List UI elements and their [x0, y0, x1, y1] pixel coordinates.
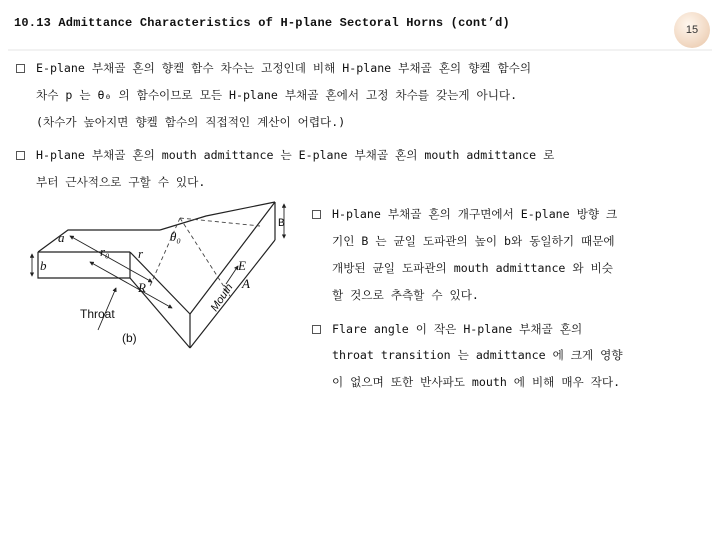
- paragraph-1-line-2: 차수 p 는 θ₀ 의 함수이므로 모든 H-plane 부채골 혼에서 고정 차수를 갖는게 아니다.: [36, 88, 518, 102]
- bullet-icon: [312, 210, 321, 219]
- slide-title: 10.13 Admittance Characteristics of H-plane Sectoral Horns (cont’d): [14, 16, 510, 30]
- bullet-icon: [16, 64, 25, 73]
- label-r: r: [138, 246, 144, 261]
- paragraph-4-line-2: throat transition 는 admittance 에 크게 영향: [332, 348, 623, 362]
- label-E: E: [238, 258, 246, 273]
- paragraph-2-line-1: H-plane 부채골 혼의 mouth admittance 는 E-plane 부채골 혼의 mouth admittance 로: [36, 148, 555, 162]
- label-throat: Throat: [80, 307, 115, 321]
- label-A: A: [242, 276, 250, 291]
- paragraph-1-line-3: (차수가 높아지면 향켈 함수의 직접적인 계산이 어렵다.): [36, 115, 346, 129]
- title-divider: [8, 49, 712, 51]
- page-number: 15: [685, 24, 699, 36]
- slant-line: [180, 218, 230, 296]
- paragraph-3-line-1: H-plane 부채골 혼의 개구면에서 E-plane 방향 크: [332, 207, 618, 221]
- label-b: b: [40, 258, 47, 273]
- mouth-top-edge: [190, 202, 275, 314]
- paragraph-3-line-3: 개방된 균일 도파관의 mouth admittance 와 비슷: [332, 261, 613, 275]
- paragraph-4-line-3: 이 없으며 또한 반사파도 mouth 에 비해 매우 작다.: [332, 375, 621, 389]
- E-field-arrow: [226, 266, 238, 284]
- label-theta: θ₀: [170, 229, 181, 244]
- paragraph-1-line-1: E-plane 부채골 혼의 향켈 함수 차수는 고정인데 비해 H-plane 부채골 혼의 향켈 함수의: [36, 61, 532, 75]
- paragraph-4-line-1: Flare angle 이 작은 H-plane 부채골 혼의: [332, 322, 583, 336]
- waveguide-front-edge: [38, 252, 130, 278]
- paragraph-3-line-2: 기인 B 는 균일 도파관의 높이 b와 동일하기 때문에: [332, 234, 615, 248]
- bullet-icon: [312, 325, 321, 334]
- label-B: B: [278, 218, 285, 230]
- horn-axis-line: [180, 218, 260, 226]
- paragraph-2-line-2: 부터 근사적으로 구할 수 있다.: [36, 175, 206, 189]
- page-number-badge: [674, 12, 710, 48]
- label-r0: r₀: [100, 244, 110, 259]
- mouth-bottom-edge: [190, 240, 275, 348]
- h-plane-horn-figure: [30, 196, 302, 366]
- R-dimension-arrow: [90, 262, 172, 308]
- label-a: a: [58, 230, 65, 245]
- label-mouth: Mouth: [208, 281, 236, 314]
- paragraph-3-line-4: 할 것으로 추측할 수 있다.: [332, 288, 479, 302]
- label-R: R: [138, 280, 146, 295]
- label-panel: (b): [122, 331, 137, 345]
- bullet-icon: [16, 151, 25, 160]
